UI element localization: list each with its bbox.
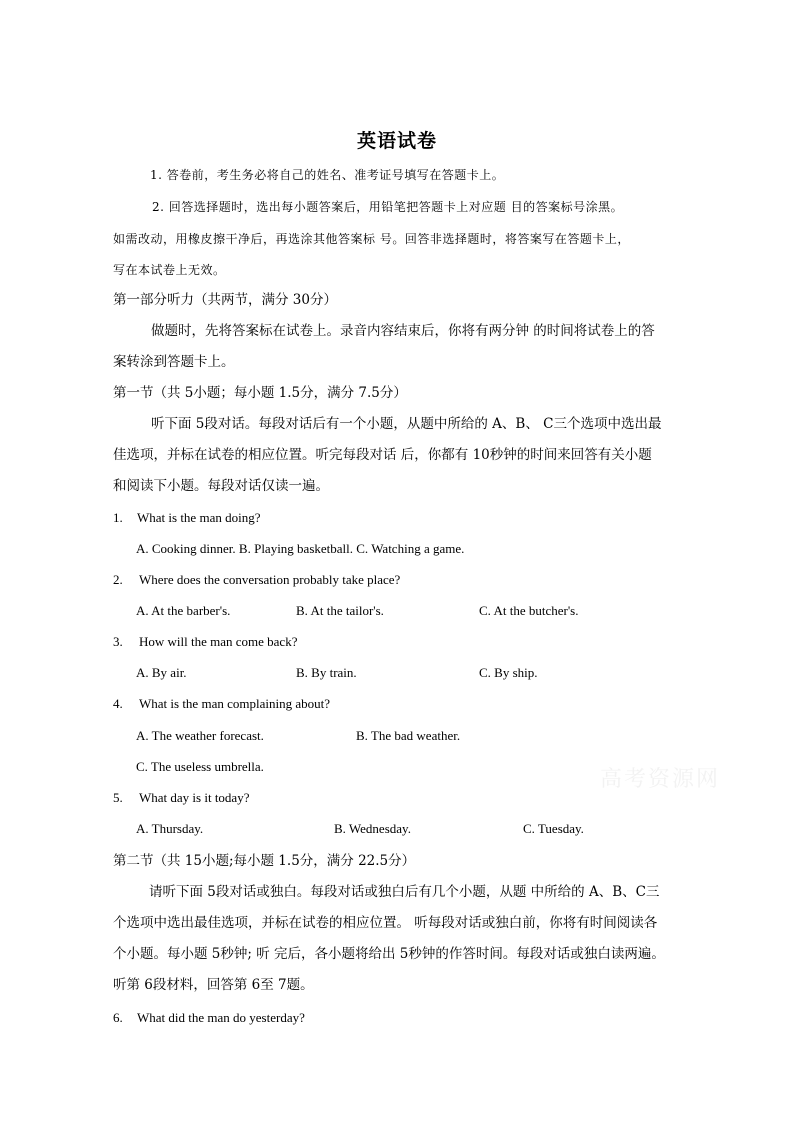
instruction-1: 1. 答卷前，考生务必将自己的姓名、准考证号填写在答题卡上。	[150, 168, 505, 182]
option-c: C. Tuesday.	[523, 821, 584, 836]
question-text: What day is it today?	[139, 790, 250, 805]
section2-intro-line2: 个选项中选出最佳选项，并标在试卷的相应位置。 听每段对话或独白前，你将有时间阅读各	[113, 915, 658, 931]
part1-intro-line1: 做题时，先将答案标在试卷上。录音内容结束后，你将有两分钟 的时间将试卷上的答	[151, 323, 655, 339]
part1-heading: 第一部分听力（共两节，满分 30分）	[113, 292, 337, 308]
question-text: What did the man do yesterday?	[137, 1010, 305, 1025]
question-text: Where does the conversation probably take place?	[139, 572, 401, 587]
instruction-2-cont: 如需改动，用橡皮擦干净后，再选涂其他答案标 号。回答非选择题时，将答案写在答题卡上，	[113, 232, 630, 246]
option-a: A. The weather forecast.	[136, 728, 264, 743]
question-number: 4.	[113, 696, 123, 711]
watermark: 高考资源网	[600, 767, 721, 792]
question-text: How will the man come back?	[139, 634, 298, 649]
option-b: B. At the tailor's.	[296, 603, 384, 618]
section1-intro-line3: 和阅读下小题。每段对话仅读一遍。	[113, 478, 329, 494]
section1-intro-line2: 佳选项，并标在试卷的相应位置。听完每段对话 后，你都有 10秒钟的时间来回答有关小题	[113, 447, 652, 463]
section2-intro-line1: 请听下面 5段对话或独白。每段对话或独白后有几个小题，从题 中所给的 A、B、C三	[149, 884, 660, 900]
option-c: C. At the butcher's.	[479, 603, 579, 618]
question-text: What is the man complaining about?	[139, 696, 330, 711]
question-number: 3.	[113, 634, 123, 649]
question-text: What is the man doing?	[137, 510, 261, 525]
question-number: 2.	[113, 572, 123, 587]
option-a: A. At the barber's.	[136, 603, 231, 618]
question-options: A. Cooking dinner. B. Playing basketball. C. Watching a game.	[136, 541, 465, 556]
option-c: C. By ship.	[479, 665, 538, 680]
exam-title: 英语试卷	[356, 130, 437, 152]
part1-intro-line2: 案转涂到答题卡上。	[113, 354, 235, 370]
instruction-2-end: 写在本试卷上无效。	[113, 263, 226, 277]
question-number: 6.	[113, 1010, 123, 1025]
section1-heading: 第一节（共 5小题；每小题 1.5分，满分 7.5分）	[113, 385, 407, 401]
option-b: B. Wednesday.	[334, 821, 411, 836]
section2-heading: 第二节（共 15小题;每小题 1.5分，满分 22.5分）	[113, 853, 416, 869]
question-number: 1.	[113, 510, 123, 525]
option-a: A. By air.	[136, 665, 187, 680]
question-number: 5.	[113, 790, 123, 805]
option-b: B. The bad weather.	[356, 728, 461, 743]
section2-intro-line3: 个小题。每小题 5秒钟; 听 完后，各小题将给出 5秒钟的作答时间。每段对话或独白读两遍。	[113, 946, 665, 962]
section1-intro-line1: 听下面 5段对话。每段对话后有一个小题，从题中所给的 A、B、 C三个选项中选出最	[151, 416, 662, 432]
section2-intro-line4: 听第 6段材料，回答第 6至 7题。	[113, 977, 314, 993]
option-c: C. The useless umbrella.	[136, 759, 264, 774]
instruction-2: 2. 回答选择题时，选出每小题答案后，用铅笔把答题卡上对应题 目的答案标号涂黑。	[152, 200, 624, 214]
option-a: A. Thursday.	[136, 821, 204, 836]
option-b: B. By train.	[296, 665, 357, 680]
